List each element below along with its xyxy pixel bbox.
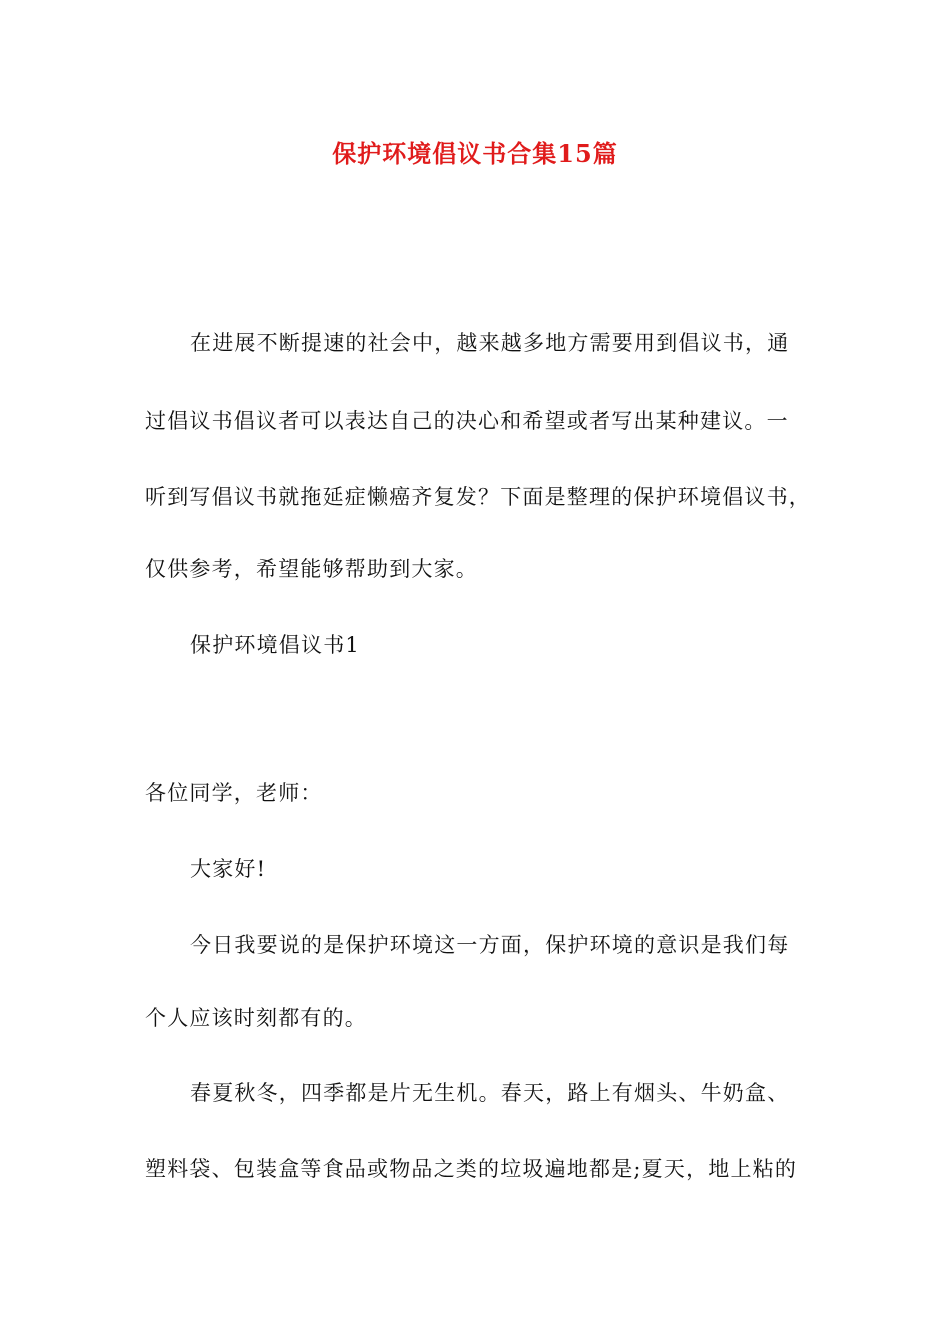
paragraph-line: 过倡议书倡议者可以表达自己的决心和希望或者写出某种建议。一	[145, 409, 789, 433]
paragraph-line: 听到写倡议书就拖延症懒癌齐复发？下面是整理的保护环境倡议书，	[145, 485, 811, 509]
section-heading: 保护环境倡议书1	[190, 633, 360, 657]
paragraph-line: 今日我要说的是保护环境这一方面，保护环境的意识是我们每	[190, 933, 790, 957]
greeting: 大家好!	[190, 857, 267, 881]
paragraph-line: 仅供参考，希望能够帮助到大家。	[145, 557, 478, 581]
paragraph-line: 春夏秋冬，四季都是片无生机。春天，路上有烟头、牛奶盒、	[190, 1081, 790, 1105]
salutation: 各位同学，老师：	[145, 781, 323, 805]
paragraph-line: 在进展不断提速的社会中，越来越多地方需要用到倡议书，通	[190, 331, 790, 355]
paragraph-line: 塑料袋、包装盒等食品或物品之类的垃圾遍地都是;夏天，地上粘的	[145, 1157, 798, 1181]
paragraph-line: 个人应该时刻都有的。	[145, 1006, 367, 1030]
document-title: 保护环境倡议书合集15篇	[332, 139, 618, 168]
